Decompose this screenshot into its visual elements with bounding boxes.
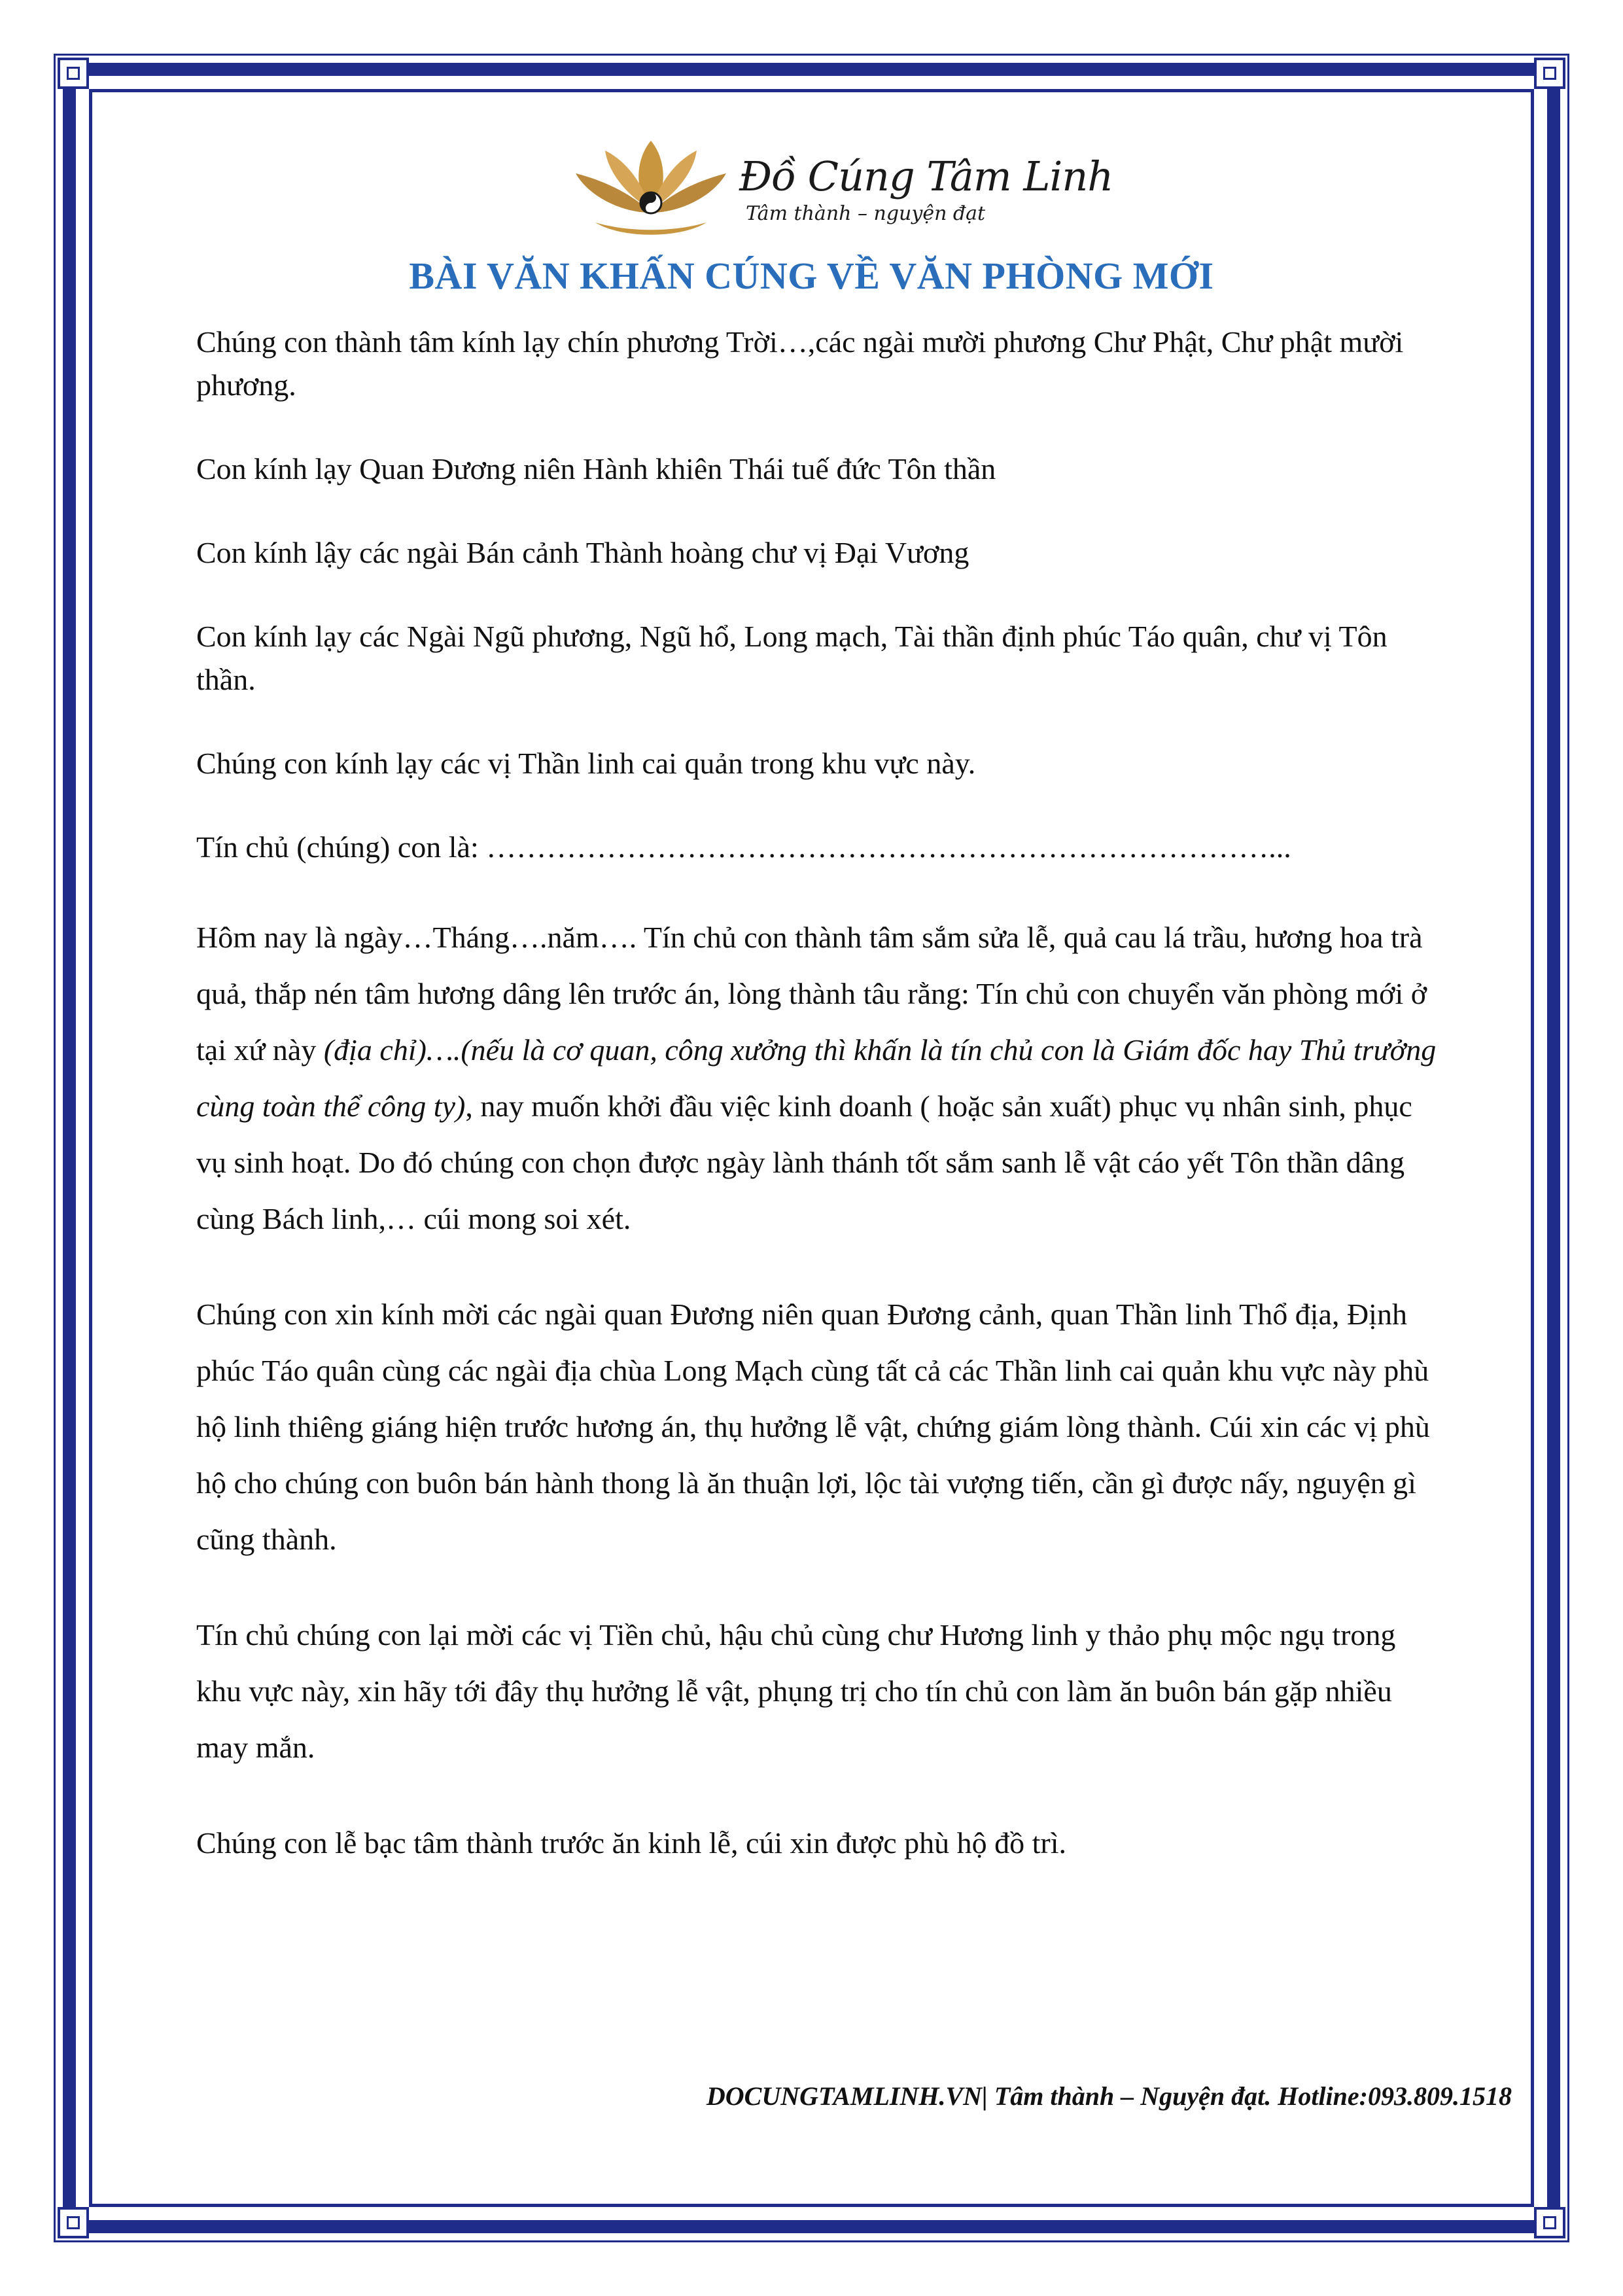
paragraph: Con kính lạy Quan Đương niên Hành khiên Thái tuế đức Tôn thần: [196, 452, 996, 486]
paragraph: Tín chủ chúng con lại mời các vị Tiền chủ, hậu chủ cùng chư Hương linh y thảo phụ mộc ngụ trong khu vực này, xin hãy tới đây thụ hưởng lễ vật, phụng trị cho tín chủ con làm ăn buôn bán gặp nhiều may mắn.: [196, 1618, 1396, 1764]
paragraph: Chúng con kính lạy các vị Thần linh cai quản trong khu vực này.: [196, 747, 976, 780]
paragraph-text: Hôm nay là ngày…Tháng….năm…. Tín chủ con thành tâm sắm sửa lễ, quả cau lá trầu, hương hoa trà quả, thắp nén tâm hương dâng lên trước án, lòng thành tâu rằng: Tín chủ con chuyển văn phòng mới ở tại xứ này: [196, 921, 1427, 1067]
paragraph: Chúng con thành tâm kính lạy chín phương Trời…,các ngài mười phương Chư Phật, Chư phật mười phương.: [196, 325, 1404, 402]
paragraph-italic-note: (địa chỉ)….(nếu là cơ quan, công xưởng thì khấn là tín chủ con là Giám đốc hay Thủ trưởng cùng toàn thể công ty): [196, 1033, 1437, 1123]
logo-brand-text: Đồ Cúng Tâm Linh: [739, 152, 1113, 200]
paragraph: Chúng con xin kính mời các ngài quan Đương niên quan Đương cảnh, quan Thần linh Thổ địa, Định phúc Táo quân cùng các ngài địa chùa Long Mạch cùng tất cả các Thần linh cai quản khu vực này phù hộ linh thiêng giáng hiện trước hương án, thụ hưởng lễ vật, chứng giám lòng thành. Cúi xin các vị phù hộ cho chúng con buôn bán hành thong là ăn thuận lợi, lộc tài vượng tiến, cần gì được nấy, nguyện gì cũng thành.: [196, 1298, 1430, 1556]
paragraph-text: , nay muốn khởi đầu việc kinh doanh ( hoặc sản xuất) phục vụ nhân sinh, phục vụ sinh hoạt. Do đó chúng con chọn được ngày lành thánh tốt sắm sanh lễ vật cáo yết Tôn thần dâng cùng Bách linh,… cúi mong soi xét.: [196, 1089, 1412, 1235]
lotus-icon: [569, 134, 733, 245]
page-title: BÀI VĂN KHẤN CÚNG VỀ VĂN PHÒNG MỚI: [409, 255, 1214, 297]
logo-tagline: Tâm thành – nguyện đạt: [746, 202, 986, 225]
footer-contact: DOCUNGTAMLINH.VN| Tâm thành – Nguyện đạt. Hotline:093.809.1518: [706, 2081, 1512, 2111]
prayer-text: [196, 321, 1439, 1911]
paragraph: Con kính lậy các ngài Bán cảnh Thành hoàng chư vị Đại Vương: [196, 536, 969, 569]
paragraph: Tín chủ (chúng) con là: ……………………………………………………………………...: [196, 830, 1291, 864]
paragraph: [196, 910, 1439, 1247]
border-corner-bottom-left: [58, 2207, 89, 2238]
paragraph: Con kính lạy các Ngài Ngũ phương, Ngũ hổ, Long mạch, Tài thần định phúc Táo quân, chư vị Tôn thần.: [196, 620, 1387, 696]
border-corner-bottom-right: [1534, 2207, 1565, 2238]
paragraph: Chúng con lễ bạc tâm thành trước ăn kinh lễ, cúi xin được phù hộ đồ trì.: [196, 1826, 1067, 1860]
brand-logo: [569, 134, 1113, 245]
border-corner-top-right: [1534, 58, 1565, 89]
border-corner-top-left: [58, 58, 89, 89]
